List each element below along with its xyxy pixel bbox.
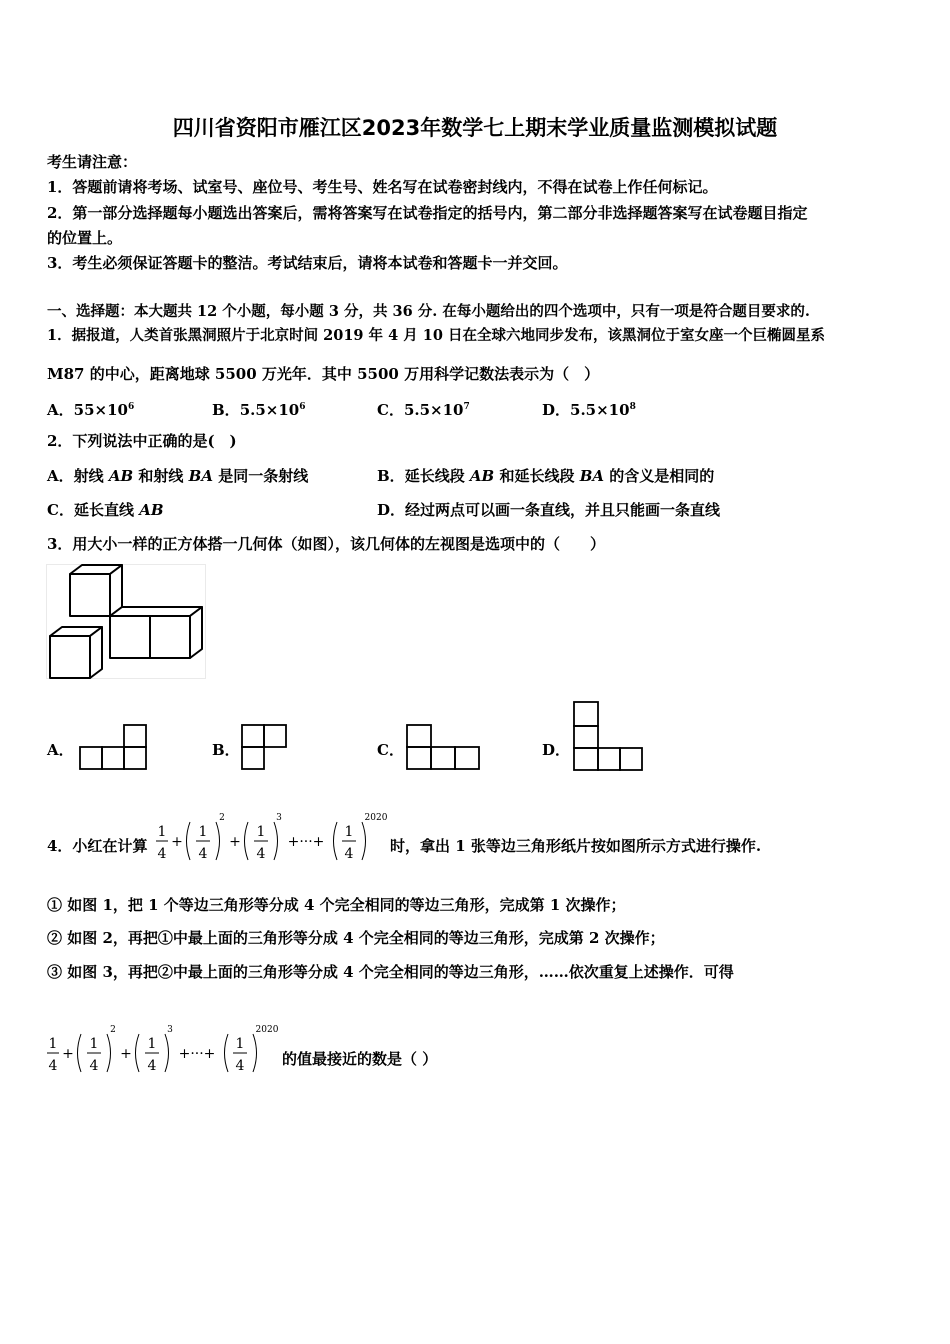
svg-text:+: + [62, 1046, 74, 1062]
q1-option-d: D．$5.5\times 10^8$ [542, 401, 636, 419]
q3-option-d-figure [572, 698, 648, 772]
notice-item: 3．考生必须保证答题卡的整洁。考试结束后，请将本试卷和答题卡一并交回。 [47, 254, 568, 272]
q1-stem-line2: M87 的中心，距离地球 5500 万光年．其中 5500 万用科学记数法表示为（ ） [47, 365, 600, 383]
q1-option-c: C．$5.5\times 10^7$ [377, 401, 470, 419]
svg-text:2: 2 [110, 1025, 116, 1035]
q1-stem: 1．据报道，人类首张黑洞照片于北京时间 2019 年 4 月 10 日在全球六地同步发布，该黑洞位于室女座一个巨椭圆星系 [47, 327, 825, 344]
q3-option-c-label: C． [377, 741, 404, 759]
svg-text:+···+: +···+ [178, 1046, 216, 1062]
q4-series-formula-repeat [46, 1024, 281, 1080]
q4-step: ③ 如图 3，再把②中最上面的三角形等分成 4 个完全相同的等边三角形，……依次重复上述操作．可得 [47, 963, 734, 981]
q2-option-d: D．经过两点可以画一条直线，并且只能画一条直线 [377, 501, 721, 519]
q2-option-c: C．延长直线 AB [47, 501, 164, 519]
cube-solid-figure [46, 564, 208, 680]
q4-suffix: 时，拿出 1 张等边三角形纸片按如图所示方式进行操作. [390, 837, 762, 855]
notice-item: 的位置上。 [47, 229, 123, 247]
svg-text:4: 4 [198, 846, 208, 862]
q4-step: ① 如图 1，把 1 个等边三角形等分成 4 个完全相同的等边三角形，完成第 1 次操作； [47, 896, 626, 914]
notice-item: 2．第一部分选择题每小题选出答案后，需将答案写在试卷指定的括号内，第二部分非选择题答案写在试卷题目指定 [47, 204, 808, 222]
svg-text:1: 1 [344, 824, 354, 840]
svg-text:4: 4 [344, 846, 354, 862]
exam-title: 四川省资阳市雁江区2023年数学七上期末学业质量监测模拟试题 [172, 116, 778, 140]
fraction-denominator: 4 [157, 846, 167, 862]
section-heading: 一、选择题：本大题共 12 个小题，每小题 3 分，共 36 分. 在每小题给出的四个选项中，只有一项是符合题目要求的. [47, 303, 810, 320]
q4-prefix: 4．小红在计算 [47, 837, 148, 855]
q3-option-b-label: B． [212, 741, 240, 759]
svg-text:1: 1 [256, 824, 266, 840]
svg-text:4: 4 [235, 1058, 245, 1074]
svg-text:4: 4 [147, 1058, 157, 1074]
q2-option-a: A．射线 AB 和射线 BA 是同一条射线 [47, 467, 309, 485]
notice-item: 1．答题前请将考场、试室号、座位号、考生号、姓名写在试卷密封线内，不得在试卷上作任何标记。 [47, 178, 718, 196]
q3-stem: 3．用大小一样的正方体搭一几何体（如图），该几何体的左视图是选项中的（ ） [47, 535, 605, 553]
q3-option-a-label: A． [47, 741, 74, 759]
exponent: 3 [276, 813, 282, 823]
q3-option-b-figure [240, 721, 292, 771]
exponent: 2020 [364, 813, 388, 823]
q4-series-formula [155, 812, 390, 868]
q1-option-b: B．$5.5\times 10^6$ [212, 401, 306, 419]
svg-text:1: 1 [198, 824, 208, 840]
svg-text:4: 4 [89, 1058, 99, 1074]
fraction-numerator: 1 [157, 824, 167, 840]
svg-text:2020: 2020 [255, 1025, 279, 1035]
q4-closing: 的值最接近的数是（ ） [282, 1050, 438, 1068]
svg-text:4: 4 [48, 1058, 58, 1074]
svg-text:+: + [171, 834, 183, 850]
svg-text:1: 1 [235, 1036, 245, 1052]
q1-option-a: A．$55\times 10^6$ [47, 401, 135, 419]
q2-stem: 2．下列说法中正确的是( ) [47, 432, 237, 450]
svg-text:1: 1 [48, 1036, 58, 1052]
svg-text:+···+: +···+ [287, 834, 325, 850]
q2-option-b: B．延长线段 AB 和延长线段 BA 的含义是相同的 [377, 467, 715, 485]
exponent: 2 [219, 813, 225, 823]
svg-text:1: 1 [89, 1036, 99, 1052]
q3-option-a-figure [77, 721, 151, 771]
svg-text:1: 1 [147, 1036, 157, 1052]
q3-option-d-label: D． [542, 741, 571, 759]
q4-step: ② 如图 2，再把①中最上面的三角形等分成 4 个完全相同的等边三角形，完成第 2 次操作； [47, 929, 665, 947]
notice-heading: 考生请注意： [47, 153, 138, 171]
svg-text:3: 3 [167, 1025, 173, 1035]
q3-option-c-figure [405, 721, 481, 771]
svg-text:+: + [120, 1046, 132, 1062]
svg-text:4: 4 [256, 846, 266, 862]
svg-text:+: + [229, 834, 241, 850]
